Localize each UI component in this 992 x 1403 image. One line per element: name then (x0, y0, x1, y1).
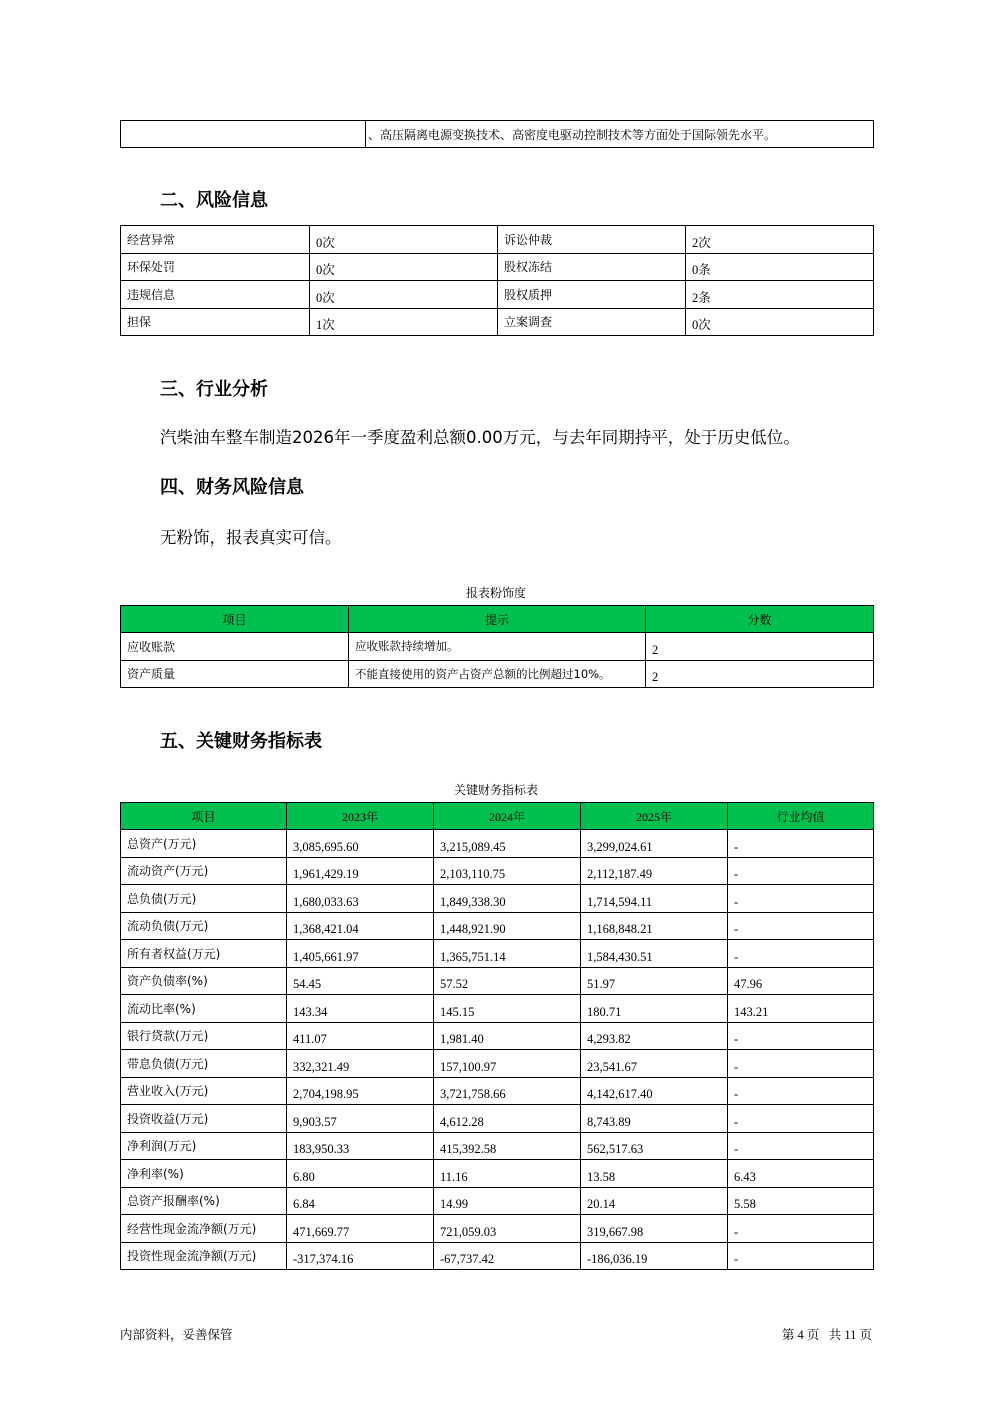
risk-count-cell: 2条 (686, 281, 874, 309)
value-cell: 2,103,110.75 (434, 857, 581, 885)
column-header: 提示 (349, 606, 646, 633)
risk-info-table (120, 225, 874, 336)
column-header: 2024年 (434, 803, 581, 830)
table-row (121, 281, 874, 309)
value-cell: -186,036.19 (581, 1242, 728, 1270)
value-cell: 180.71 (581, 995, 728, 1023)
table-row (121, 940, 874, 968)
whitewash-table-caption: 报表粉饰度 (465, 586, 526, 600)
value-cell: - (728, 1022, 874, 1050)
risk-label-cell: 环保处罚 (121, 253, 310, 281)
risk-count-cell: 0次 (686, 308, 874, 336)
value-cell: 4,293.82 (581, 1022, 728, 1050)
table-row (121, 967, 874, 995)
indicator-label-cell: 经营性现金流净额(万元) (121, 1215, 287, 1243)
score-cell: 2 (646, 633, 874, 661)
value-cell: 562,517.63 (581, 1132, 728, 1160)
indicator-label-cell: 所有者权益(万元) (121, 940, 287, 968)
table-row (121, 1132, 874, 1160)
table-row (121, 660, 874, 688)
value-cell: -67,737.42 (434, 1242, 581, 1270)
item-cell: 资产质量 (121, 660, 349, 688)
section-title-key-indicators: 五、关键财务指标表 (160, 731, 322, 752)
value-cell: 2,704,198.95 (287, 1077, 434, 1105)
indicator-label-cell: 带息负债(万元) (121, 1050, 287, 1078)
value-cell: 3,299,024.61 (581, 830, 728, 858)
column-header: 2025年 (581, 803, 728, 830)
value-cell: - (728, 1050, 874, 1078)
hint-cell: 不能直接使用的资产占资产总额的比例超过10%。 (349, 660, 646, 688)
value-cell: 3,721,758.66 (434, 1077, 581, 1105)
value-cell: -317,374.16 (287, 1242, 434, 1270)
value-cell: 1,714,594.11 (581, 885, 728, 913)
value-cell: 319,667.98 (581, 1215, 728, 1243)
table-row (121, 226, 874, 254)
industry-analysis-text: 汽柴油车整车制造2026年一季度盈利总额0.00万元，与去年同期持平，处于历史低位。 (160, 428, 800, 447)
value-cell: 143.21 (728, 995, 874, 1023)
indicator-label-cell: 投资性现金流净额(万元) (121, 1242, 287, 1270)
value-cell: 57.52 (434, 967, 581, 995)
value-cell: 1,961,429.19 (287, 857, 434, 885)
table-row (121, 1215, 874, 1243)
value-cell: 47.96 (728, 967, 874, 995)
column-header: 2023年 (287, 803, 434, 830)
risk-label-cell: 经营异常 (121, 226, 310, 254)
risk-label-cell: 违规信息 (121, 281, 310, 309)
indicator-label-cell: 净利率(%) (121, 1160, 287, 1188)
item-cell: 应收账款 (121, 633, 349, 661)
value-cell: - (728, 1132, 874, 1160)
value-cell: 721,059.03 (434, 1215, 581, 1243)
value-cell: 5.58 (728, 1187, 874, 1215)
top-row-left-cell (121, 121, 366, 148)
table-row (121, 885, 874, 913)
value-cell: 14.99 (434, 1187, 581, 1215)
indicator-label-cell: 流动比率(%) (121, 995, 287, 1023)
value-cell: 51.97 (581, 967, 728, 995)
top-row-right-cell: 、高压隔离电源变换技术、高密度电驱动控制技术等方面处于国际领先水平。 (366, 121, 874, 148)
indicator-label-cell: 投资收益(万元) (121, 1105, 287, 1133)
value-cell: 23,541.67 (581, 1050, 728, 1078)
table-row (121, 1242, 874, 1270)
value-cell: 20.14 (581, 1187, 728, 1215)
footer-page-number: 第 4 页 共 11 页 (781, 1328, 872, 1342)
score-cell: 2 (646, 660, 874, 688)
value-cell: 3,085,695.60 (287, 830, 434, 858)
value-cell: 2,112,187.49 (581, 857, 728, 885)
value-cell: 13.58 (581, 1160, 728, 1188)
indicator-label-cell: 银行贷款(万元) (121, 1022, 287, 1050)
risk-count-cell: 0次 (310, 281, 498, 309)
value-cell: 3,215,089.45 (434, 830, 581, 858)
table-row (121, 912, 874, 940)
value-cell: 6.84 (287, 1187, 434, 1215)
section-title-risk: 二、风险信息 (160, 190, 268, 211)
value-cell: 54.45 (287, 967, 434, 995)
whitewash-table (120, 605, 874, 688)
value-cell: 157,100.97 (434, 1050, 581, 1078)
table-row (121, 1160, 874, 1188)
value-cell: 11.16 (434, 1160, 581, 1188)
table-row (121, 1105, 874, 1133)
value-cell: - (728, 830, 874, 858)
value-cell: 145.15 (434, 995, 581, 1023)
risk-label-cell: 担保 (121, 308, 310, 336)
value-cell: 183,950.33 (287, 1132, 434, 1160)
value-cell: - (728, 857, 874, 885)
indicator-label-cell: 流动负债(万元) (121, 912, 287, 940)
value-cell: 6.80 (287, 1160, 434, 1188)
footer-confidential: 内部资料，妥善保管 (120, 1327, 233, 1342)
table-row (121, 1187, 874, 1215)
risk-count-cell: 0次 (310, 226, 498, 254)
top-continuation-table (120, 120, 874, 148)
indicator-label-cell: 总资产报酬率(%) (121, 1187, 287, 1215)
key-indicators-table-caption: 关键财务指标表 (453, 783, 538, 797)
table-row (121, 308, 874, 336)
value-cell: - (728, 1215, 874, 1243)
value-cell: 332,321.49 (287, 1050, 434, 1078)
risk-count-cell: 1次 (310, 308, 498, 336)
table-row (121, 253, 874, 281)
value-cell: 1,405,661.97 (287, 940, 434, 968)
value-cell: 9,903.57 (287, 1105, 434, 1133)
value-cell: 1,849,338.30 (434, 885, 581, 913)
risk-count-cell: 0条 (686, 253, 874, 281)
section-title-financial-risk: 四、财务风险信息 (160, 477, 304, 498)
value-cell: - (728, 940, 874, 968)
risk-label-cell: 立案调查 (498, 308, 686, 336)
indicator-label-cell: 资产负债率(%) (121, 967, 287, 995)
indicator-label-cell: 流动资产(万元) (121, 857, 287, 885)
risk-count-cell: 2次 (686, 226, 874, 254)
indicator-label-cell: 总负债(万元) (121, 885, 287, 913)
table-row (121, 1077, 874, 1105)
risk-count-cell: 0次 (310, 253, 498, 281)
value-cell: 1,168,848.21 (581, 912, 728, 940)
risk-label-cell: 股权冻结 (498, 253, 686, 281)
value-cell: 1,368,421.04 (287, 912, 434, 940)
value-cell: 1,448,921.90 (434, 912, 581, 940)
value-cell: 4,142,617.40 (581, 1077, 728, 1105)
value-cell: - (728, 885, 874, 913)
indicator-label-cell: 营业收入(万元) (121, 1077, 287, 1105)
risk-label-cell: 诉讼仲裁 (498, 226, 686, 254)
value-cell: 1,981.40 (434, 1022, 581, 1050)
value-cell: - (728, 1242, 874, 1270)
table-row (121, 995, 874, 1023)
value-cell: 8,743.89 (581, 1105, 728, 1133)
hint-cell: 应收账款持续增加。 (349, 633, 646, 661)
value-cell: 471,669.77 (287, 1215, 434, 1243)
value-cell: 143.34 (287, 995, 434, 1023)
table-row (121, 830, 874, 858)
financial-risk-text: 无粉饰，报表真实可信。 (160, 528, 342, 547)
column-header: 项目 (121, 606, 349, 633)
column-header: 分数 (646, 606, 874, 633)
value-cell: 1,365,751.14 (434, 940, 581, 968)
value-cell: 1,680,033.63 (287, 885, 434, 913)
indicator-label-cell: 净利润(万元) (121, 1132, 287, 1160)
value-cell: 1,584,430.51 (581, 940, 728, 968)
value-cell: - (728, 1105, 874, 1133)
key-indicators-table (120, 802, 874, 1270)
indicator-label-cell: 总资产(万元) (121, 830, 287, 858)
risk-label-cell: 股权质押 (498, 281, 686, 309)
column-header: 行业均值 (728, 803, 874, 830)
value-cell: 415,392.58 (434, 1132, 581, 1160)
table-row (121, 857, 874, 885)
column-header: 项目 (121, 803, 287, 830)
value-cell: 411.07 (287, 1022, 434, 1050)
value-cell: - (728, 912, 874, 940)
table-row (121, 1022, 874, 1050)
section-title-industry: 三、行业分析 (160, 379, 268, 400)
value-cell: 6.43 (728, 1160, 874, 1188)
table-row (121, 633, 874, 661)
value-cell: 4,612.28 (434, 1105, 581, 1133)
table-row (121, 1050, 874, 1078)
value-cell: - (728, 1077, 874, 1105)
